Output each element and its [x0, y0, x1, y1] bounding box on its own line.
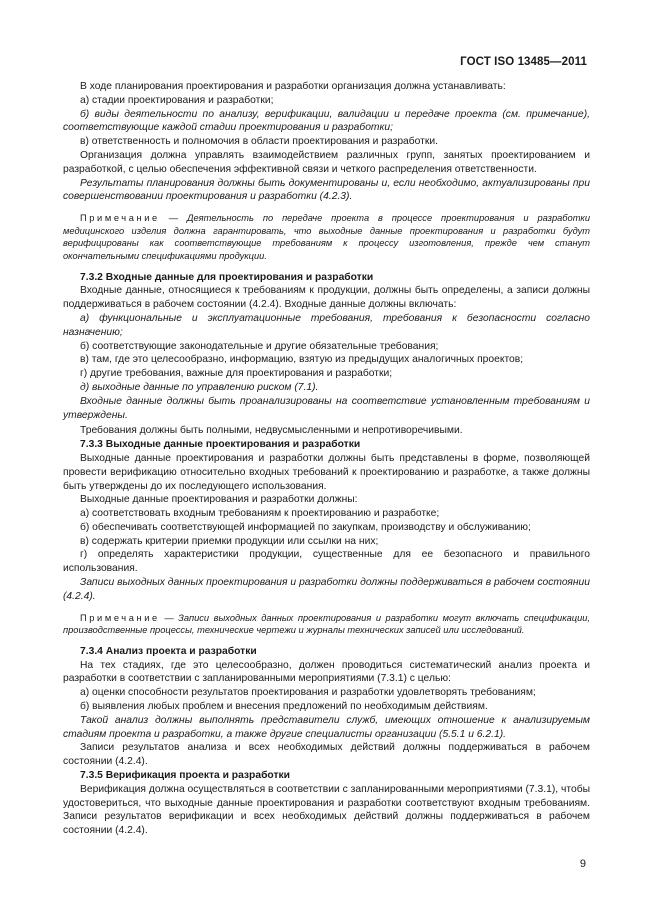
paragraph: Требования должны быть полными, недвусмысленными и непротиворечивыми. [80, 425, 463, 437]
paragraph: Результаты планирования должны быть документированы и, если необходимо, актуализированы при совершенствовании проектирования и разработки (4.2.3). [63, 177, 590, 203]
list-item: в) там, где это целесообразно, информацию, взятую из предыдущих аналогичных проектов; [80, 354, 524, 366]
note-text: — Деятельность по передаче проекта в процессе проектирования и разработки медицинского изделия должна гарантировать, что выходные данные проектирования и разработки будут верифицированы как соответствующие требованиям к процессу изготовления, прежде чем станут окончательными спецификациями продукции. [63, 213, 590, 261]
list-item: а) оценки способности результатов проектирования и разработки удовлетворять требованиям; [80, 687, 536, 699]
list-item: б) обеспечивать соответствующей информацией по закупкам, производству и обслуживанию; [80, 521, 531, 533]
page-number: 9 [579, 858, 586, 870]
list-item: в) ответственность и полномочия в области проектирования и разработки. [80, 136, 439, 148]
list-item: а) соответствовать входным требованиям к проектированию и разработке; [80, 508, 440, 520]
note-label: Примечание [80, 213, 160, 224]
section-heading: 7.3.2 Входные данные для проектирования и разработки [80, 271, 374, 283]
paragraph: Выходные данные проектирования и разработки должны: [80, 494, 358, 506]
list-item: в) содержать критерии приемки продукции или ссылки на них; [80, 535, 379, 547]
paragraph: Входные данные, относящиеся к требованиям к продукции, должны быть определены, а записи должны поддерживаться в рабочем состоянии (4.2.4). Входные данные должны включать: [63, 285, 590, 311]
list-item: д) выходные данные по управлению риском (7.1). [80, 381, 319, 393]
paragraph: Записи результатов анализа и всех необходимых действий должны поддерживаться в рабочем состоянии (4.2.4). [63, 742, 590, 768]
document-header: ГОСТ ISO 13485—2011 [460, 56, 587, 68]
paragraph: В ходе планирования проектирования и разработки организация должна устанавливать: [80, 81, 506, 92]
paragraph: Входные данные должны быть проанализированы на соответствие установленным требованиям и утверждены. [63, 395, 590, 421]
paragraph: Записи выходных данных проектирования и разработки должны поддерживаться в рабочем состоянии (4.2.4). [63, 577, 590, 602]
paragraph: Организация должна управлять взаимодействием различных групп, занятых проектированием и разработкой, с целью обеспечения эффективной связи и четкого распределения ответственности. [63, 149, 590, 175]
paragraph: Такой анализ должны выполнять представители служб, имеющих отношение к анализируемым стадиям проекта и разработки, а также другие специалисты организации (5.5.1 и 6.2.1). [63, 714, 590, 740]
note [63, 612, 590, 637]
section-heading: 7.3.4 Анализ проекта и разработки [80, 645, 257, 657]
paragraph: Выходные данные проектирования и разработки должны быть представлены в форме, позволяющей провести верификацию относительно входных требований к проектированию и разработке, а также должны быть утверждены до их последующего использования. [63, 452, 590, 492]
paragraph: Верификация должна осуществляться в соответствии с запланированными мероприятиями (7.3.1), чтобы удостовериться, что выходные данные проектирования и разработки соответствуют входным требованиям. Записи результатов верификации и всех необходимых действий должны поддерживаться в рабочем состоянии (4.2.4). [63, 783, 590, 837]
list-item: б) виды деятельности по анализу, верификации, валидации и передаче проекта (см. примечание), соответствующие каждой стадии проектирования и разработки; [63, 108, 590, 134]
list-item: б) соответствующие законодательные и другие обязательные требования; [80, 340, 439, 352]
document-body [63, 80, 590, 838]
section-heading: 7.3.3 Выходные данные проектирования и разработки [80, 439, 361, 451]
paragraph: На тех стадиях, где это целесообразно, должен проводиться систематический анализ проекта и разработки в соответствии с запланированными мероприятиями (7.3.1) с целью: [63, 659, 590, 685]
note-label: Примечание [80, 612, 160, 623]
section-heading: 7.3.5 Верификация проекта и разработки [80, 770, 290, 782]
list-item: г) определять характеристики продукции, существенные для ее безопасного и правильного использования. [63, 549, 590, 575]
list-item: а) стадии проектирования и разработки; [80, 94, 274, 106]
list-item: б) выявления любых проблем и внесения предложений по необходимым действиям. [80, 701, 488, 713]
list-item: а) функциональные и эксплуатационные требования, требования к безопасности согласно назначению; [63, 312, 590, 338]
note-text: — Записи выходных данных проектирования и разработки могут включать спецификации, производственные процессы, технические чертежи и журналы технических записей или исследований. [63, 612, 590, 636]
list-item: г) другие требования, важные для проектирования и разработки; [80, 368, 393, 380]
note [63, 212, 590, 262]
